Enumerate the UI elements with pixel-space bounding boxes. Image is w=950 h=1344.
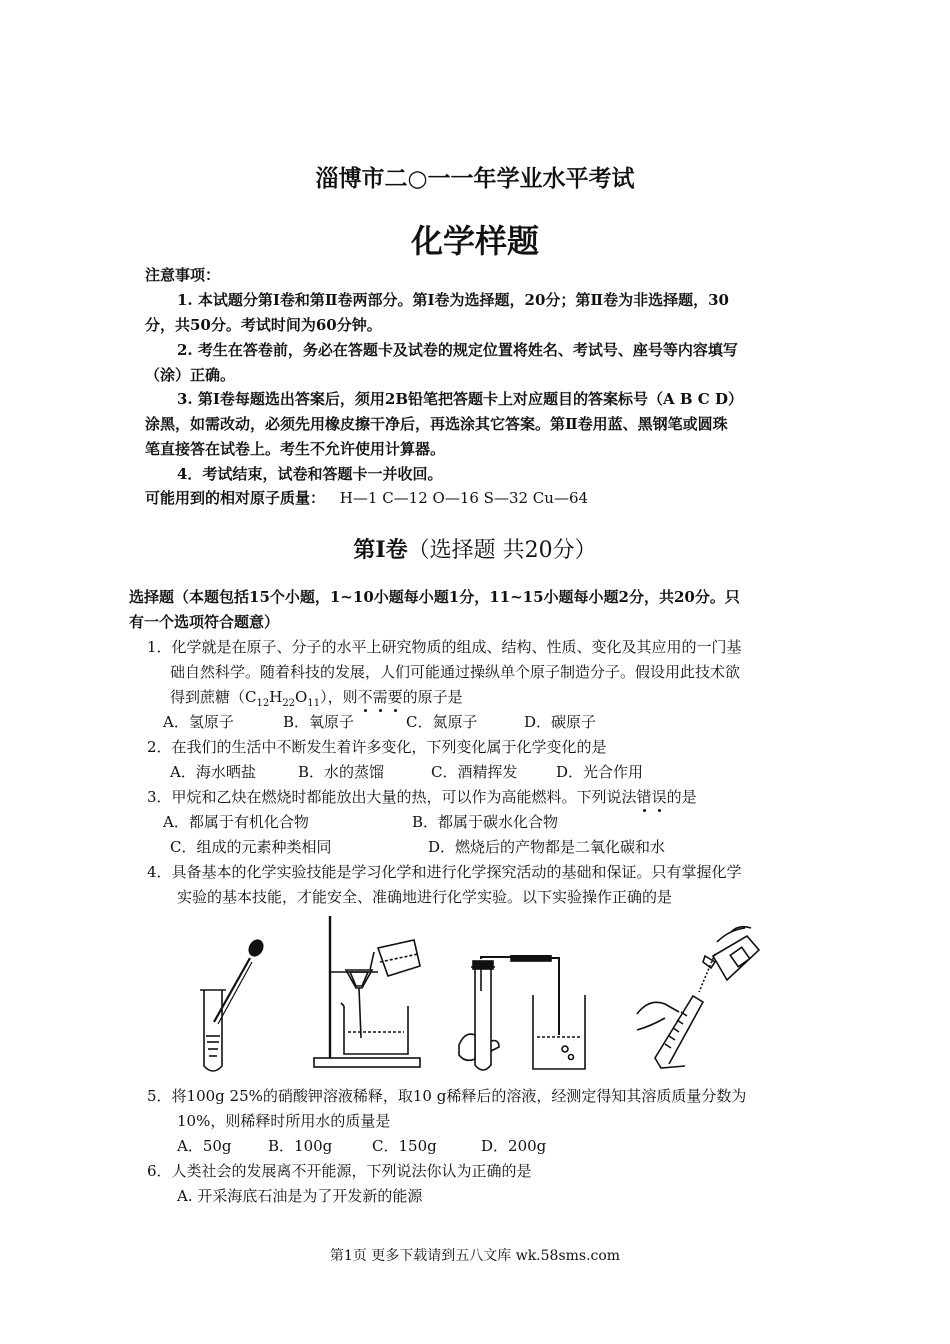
h-symbol: H — [269, 688, 283, 706]
test-tube-dropper-figure — [190, 930, 280, 1080]
section-1-title — [0, 533, 950, 564]
q3-option-d: D．燃烧后的产物都是二氧化碳和水 — [428, 838, 666, 856]
emphasis-char-2: 需 — [372, 688, 388, 706]
q1-option-a: A．氢原子 — [163, 713, 234, 731]
q3-line-1 — [147, 787, 697, 807]
q2-option-d: D．光合作用 — [556, 763, 644, 781]
notice-heading: 注意事项： — [145, 266, 221, 284]
q2-line-1: 2．在我们的生活中不断发生着许多变化，下列变化属于化学变化的是 — [147, 738, 607, 756]
q1-line-3-a: 得到蔗糖（C — [170, 688, 257, 706]
section-1-title-rest: （选择题 共20分） — [407, 538, 597, 563]
notice-item-3-line-2: 涂黑，如需改动，必须先用橡皮擦干净后，再选涂其它答案。第Ⅱ卷用蓝、黑钢笔或圆珠 — [145, 415, 728, 433]
o-symbol: O — [295, 688, 308, 706]
q5-line-2: 10%，则稀释时所用水的质量是 — [177, 1112, 391, 1130]
notice-item-3-line-3: 笔直接答在试卷上。考生不允许使用计算器。 — [145, 440, 446, 458]
q4-line-2: 实验的基本技能，才能安全、准确地进行化学实验。以下实验操作正确的是 — [177, 888, 673, 906]
q1-option-c: C．氮原子 — [406, 713, 478, 731]
subject-title: 化学样题 — [410, 222, 539, 260]
sub-22: 22 — [282, 698, 296, 709]
q5-option-c: C．150g — [372, 1137, 437, 1155]
section-1-intro-line-1: 选择题（本题包括15个小题，1~10小题每小题1分，11~15小题每小题2分，共20分。只 — [129, 588, 740, 606]
q1-option-b: B．氧原子 — [283, 713, 355, 731]
q5-option-b: B．100g — [268, 1137, 333, 1155]
q4-line-1: 4．具备基本的化学实验技能是学习化学和进行化学探究活动的基础和保证。只有掌握化学 — [147, 863, 742, 881]
section-1-intro-line-2: 有一个选项符合题意） — [129, 613, 280, 631]
q1-line-3-b: ），则 — [320, 688, 358, 706]
filtration-stand-figure — [308, 912, 438, 1072]
q6-option-a: A. 开采海底石油是为了开发新的能源 — [177, 1187, 423, 1205]
emphasis-char-wu: 误 — [651, 788, 667, 806]
q1-line-3 — [170, 687, 463, 714]
notice-item-1-line-2: 分，共50分。考试时间为60分钟。 — [145, 316, 382, 334]
q3-option-b: B．都属于碳水化合物 — [412, 813, 559, 831]
page-footer: 第1页 更多下载请到五八文库 wk.58sms.com — [329, 1248, 621, 1264]
q6-line-1: 6．人类社会的发展离不开能源，下列说法你认为正确的是 — [147, 1162, 532, 1180]
q1-line-2: 础自然科学。随着科技的发展，人们可能通过操纵单个原子制造分子。假设用此技术欲 — [170, 663, 741, 681]
q2-option-c: C．酒精挥发 — [431, 763, 518, 781]
notice-item-2-line-2: （涂）正确。 — [145, 366, 236, 384]
q5-option-a: A．50g — [177, 1137, 232, 1155]
atomic-mass-line — [145, 488, 588, 508]
gas-collection-figure — [455, 955, 590, 1080]
q1-line-3-c: 的原子是 — [402, 688, 463, 706]
q5-line-1: 5．将100g 25%的硝酸钾溶液稀释，取10 g稀释后的溶液，经测定得知其溶质质量分数为 — [147, 1087, 747, 1105]
sub-12: 12 — [256, 698, 270, 709]
emphasis-char-3: 要 — [387, 688, 403, 706]
atomic-mass-label: 可能用到的相对原子质量： — [145, 489, 326, 507]
q3-line-1-a: 3．甲烷和乙炔在燃烧时都能放出大量的热，可以作为高能燃料。下列说法 — [147, 788, 637, 806]
notice-item-1-line-1: 1. 本试题分第Ⅰ卷和第Ⅱ卷两部分。第Ⅰ卷为选择题，20分；第Ⅱ卷为非选择题，30 — [177, 291, 729, 309]
q2-option-a: A．海水晒盐 — [170, 763, 256, 781]
q1-option-d: D．碳原子 — [524, 713, 597, 731]
q3-option-a: A．都属于有机化合物 — [163, 813, 309, 831]
notice-item-2-line-1: 2. 考生在答卷前，务必在答题卡及试卷的规定位置将姓名、考试号、座号等内容填写 — [177, 341, 738, 359]
q1-line-1: 1．化学就是在原子、分子的水平上研究物质的组成、结构、性质、变化及其应用的一门基 — [147, 638, 742, 656]
graduated-cylinder-pouring-figure — [635, 922, 765, 1072]
notice-item-3-line-1: 3. 第Ⅰ卷每题选出答案后，须用2B铅笔把答题卡上对应题目的答案标号（A B C D） — [177, 390, 743, 408]
q2-option-b: B．水的蒸馏 — [298, 763, 385, 781]
emphasis-char-1: 不 — [357, 688, 373, 706]
emphasis-char-cuo: 错 — [636, 788, 652, 806]
sub-11: 11 — [307, 698, 321, 709]
atomic-mass-values: H—1 C—12 O—16 S—32 Cu—64 — [339, 489, 589, 507]
notice-item-4: 4．考试结束，试卷和答题卡一并收回。 — [177, 465, 443, 483]
section-1-title-bold: 第Ⅰ卷 — [353, 537, 408, 563]
q3-line-1-b: 的是 — [666, 788, 697, 806]
q5-option-d: D．200g — [481, 1137, 547, 1155]
q3-option-c: C．组成的元素种类相同 — [170, 838, 332, 856]
exam-title: 淄博市二○一一年学业水平考试 — [315, 165, 635, 192]
